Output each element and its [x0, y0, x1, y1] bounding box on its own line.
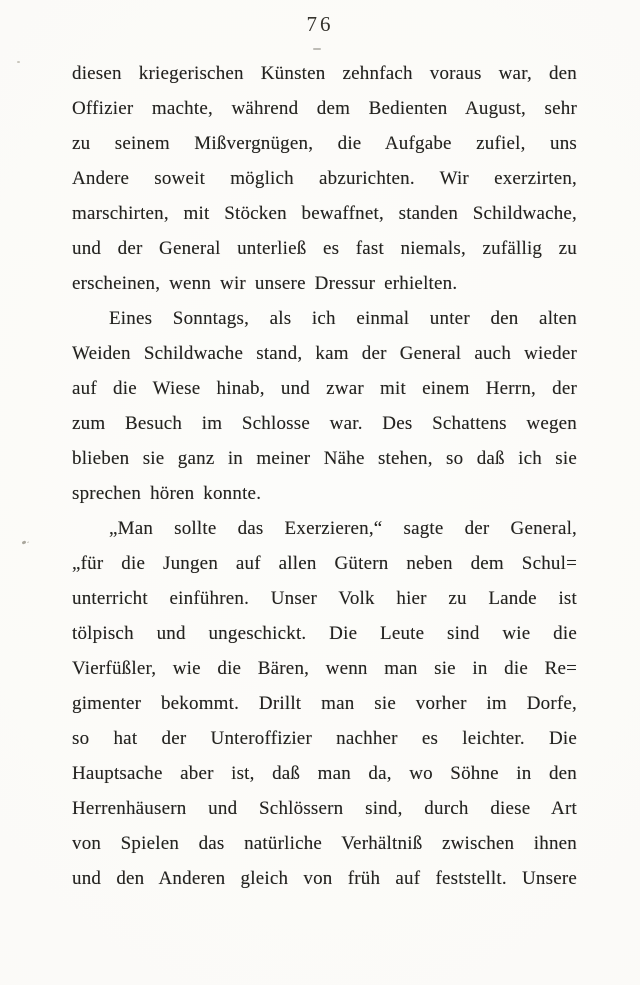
text-line: zu seinem Mißvergnügen, die Aufgabe zufiel, uns: [72, 133, 577, 154]
text-line: und der General unterließ es fast niemals, zufällig zu: [72, 238, 577, 259]
text-line: Offizier machte, während dem Bedienten August, sehr: [72, 98, 577, 119]
text-line: marschirten, mit Stöcken bewaffnet, standen Schildwache,: [72, 203, 577, 224]
scan-artifact: [22, 540, 27, 544]
text-line: unterricht einführen. Unser Volk hier zu Lande ist: [72, 588, 577, 609]
text-line: Eines Sonntags, als ich einmal unter den alten: [109, 308, 577, 329]
text-line: zum Besuch im Schlosse war. Des Schattens wegen: [72, 413, 577, 434]
text-line: Andere soweit möglich abzurichten. Wir exerzirten,: [72, 168, 577, 189]
text-line: von Spielen das natürliche Verhältniß zwischen ihnen: [72, 833, 577, 854]
text-line: so hat der Unteroffizier nachher es leichter. Die: [72, 728, 577, 749]
text-line: „Man sollte das Exerzieren,“ sagte der General,: [109, 518, 577, 539]
text-line: sprechen hören konnte.: [72, 483, 262, 504]
text-line: tölpisch und ungeschickt. Die Leute sind wie die: [72, 623, 577, 644]
signature-mark: [313, 48, 321, 50]
text-line: Vierfüßler, wie die Bären, wenn man sie in die Re=: [72, 658, 577, 679]
text-line: erscheinen, wenn wir unsere Dressur erhielten.: [72, 273, 458, 294]
text-line: und den Anderen gleich von früh auf feststellt. Unsere: [72, 868, 577, 889]
text-line: blieben sie ganz in meiner Nähe stehen, so daß ich sie: [72, 448, 577, 469]
scan-artifact: [17, 61, 20, 63]
page-number: 76: [306, 12, 334, 36]
text-line: Herrenhäusern und Schlössern sind, durch diese Art: [72, 798, 577, 819]
body-text: [72, 56, 577, 896]
text-line: Weiden Schildwache stand, kam der General auch wieder: [72, 343, 577, 364]
text-line: „für die Jungen auf allen Gütern neben dem Schul=: [72, 553, 577, 574]
text-line: diesen kriegerischen Künsten zehnfach voraus war, den: [72, 63, 577, 84]
text-line: auf die Wiese hinab, und zwar mit einem Herrn, der: [72, 378, 577, 399]
text-line: Hauptsache aber ist, daß man da, wo Söhne in den: [72, 763, 577, 784]
text-line: gimenter bekommt. Drillt man sie vorher im Dorfe,: [72, 693, 577, 714]
